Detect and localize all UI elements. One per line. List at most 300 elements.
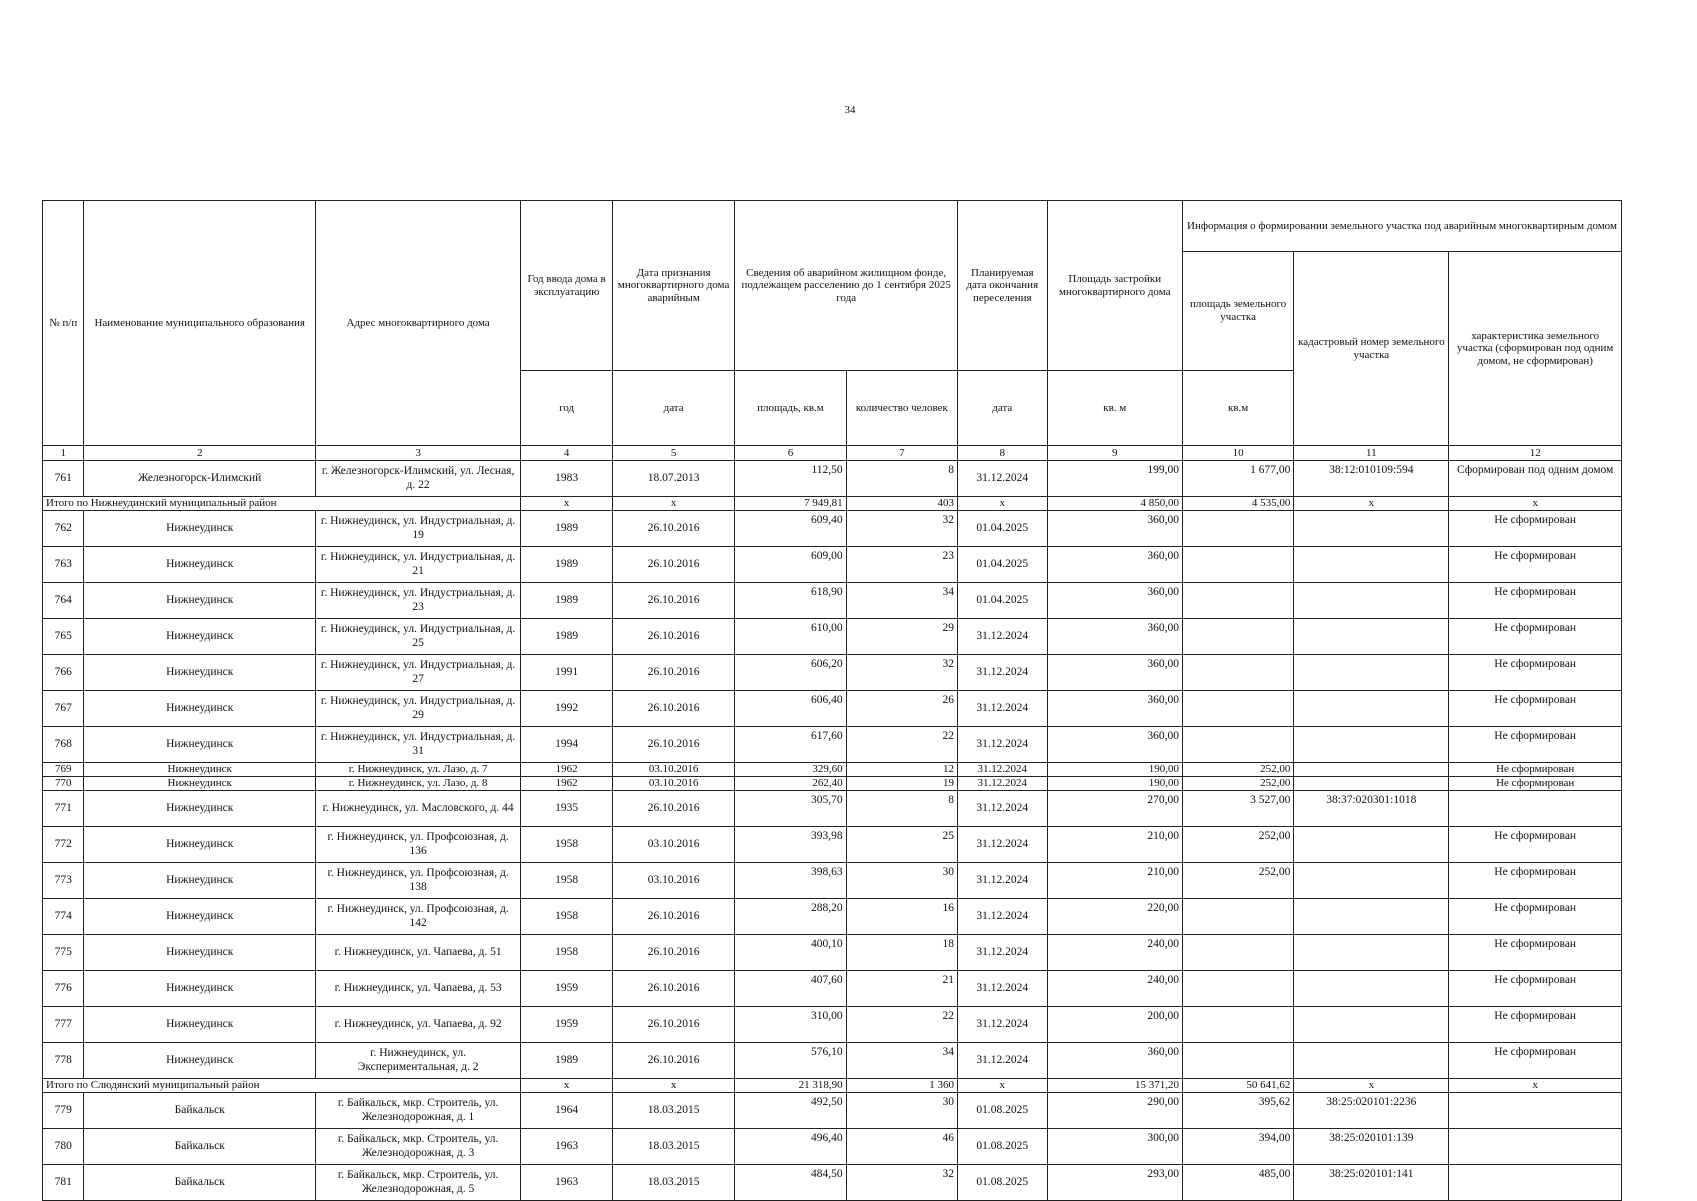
land-area-cell xyxy=(1182,691,1293,727)
characteristic-cell: Не сформирован xyxy=(1449,655,1622,691)
municipality-cell: Нижнеудинск xyxy=(84,583,315,619)
year-cell: 1991 xyxy=(521,655,613,691)
people-cell: 12 xyxy=(846,763,957,777)
planned-date-cell: 31.12.2024 xyxy=(958,899,1048,935)
address-cell: г. Нижнеудинск, ул. Профсоюзная, д. 142 xyxy=(315,899,520,935)
building-area-cell: 15 371,20 xyxy=(1047,1079,1182,1093)
row-number-cell: 779 xyxy=(43,1093,84,1129)
land-area-cell xyxy=(1182,547,1293,583)
row-number-cell: 780 xyxy=(43,1129,84,1165)
column-numbers-row xyxy=(43,446,1622,461)
row-number-cell: 774 xyxy=(43,899,84,935)
land-area-cell: 485,00 xyxy=(1182,1165,1293,1201)
address-cell: г. Нижнеудинск, ул. Профсоюзная, д. 138 xyxy=(315,863,520,899)
cadastral-cell xyxy=(1294,899,1449,935)
municipality-cell: Байкальск xyxy=(84,1129,315,1165)
address-cell: г. Нижнеудинск, ул. Индустриальная, д. 27 xyxy=(315,655,520,691)
header-characteristic: характеристика земельного участка (сформирован под одним домом, не сформирован) xyxy=(1449,252,1622,446)
characteristic-cell: Не сформирован xyxy=(1449,777,1622,791)
column-number: 1 xyxy=(43,446,84,461)
row-number-cell: 776 xyxy=(43,971,84,1007)
row-number-cell: 766 xyxy=(43,655,84,691)
people-cell: 18 xyxy=(846,935,957,971)
cadastral-cell xyxy=(1294,971,1449,1007)
table-row xyxy=(43,619,1622,655)
characteristic-cell: Не сформирован xyxy=(1449,899,1622,935)
land-area-cell xyxy=(1182,511,1293,547)
planned-date-cell: 31.12.2024 xyxy=(958,461,1048,497)
municipality-cell: Нижнеудинск xyxy=(84,547,315,583)
table-row xyxy=(43,1165,1622,1201)
header-land-info: Информация о формировании земельного участка под аварийным многоквартирным домом xyxy=(1182,201,1621,252)
municipality-cell: Нижнеудинск xyxy=(84,727,315,763)
total-row xyxy=(43,1079,1622,1093)
municipality-cell: Нижнеудинск xyxy=(84,691,315,727)
recognition-date-cell: 18.03.2015 xyxy=(612,1129,734,1165)
year-cell: 1989 xyxy=(521,583,613,619)
characteristic-cell: Не сформирован xyxy=(1449,935,1622,971)
municipality-cell: Нижнеудинск xyxy=(84,763,315,777)
address-cell: г. Нижнеудинск, ул. Чапаева, д. 92 xyxy=(315,1007,520,1043)
recognition-date-cell: 26.10.2016 xyxy=(612,899,734,935)
recognition-date-cell: 26.10.2016 xyxy=(612,619,734,655)
fund-area-cell: 112,50 xyxy=(735,461,846,497)
planned-date-cell: 31.12.2024 xyxy=(958,655,1048,691)
people-cell: 34 xyxy=(846,1043,957,1079)
row-number-cell: 771 xyxy=(43,791,84,827)
fund-area-cell: 617,60 xyxy=(735,727,846,763)
address-cell: г. Нижнеудинск, ул. Индустриальная, д. 29 xyxy=(315,691,520,727)
fund-area-cell: 609,00 xyxy=(735,547,846,583)
characteristic-cell: Не сформирован xyxy=(1449,619,1622,655)
year-cell: 1989 xyxy=(521,1043,613,1079)
table-row xyxy=(43,461,1622,497)
cadastral-cell xyxy=(1294,827,1449,863)
cadastral-cell xyxy=(1294,863,1449,899)
cadastral-cell xyxy=(1294,583,1449,619)
recognition-date-cell: 03.10.2016 xyxy=(612,763,734,777)
municipality-cell: Нижнеудинск xyxy=(84,777,315,791)
recognition-date-cell: х xyxy=(612,497,734,511)
land-area-cell xyxy=(1182,583,1293,619)
recognition-date-cell: 26.10.2016 xyxy=(612,583,734,619)
unit-land-area: кв.м xyxy=(1182,371,1293,446)
fund-area-cell: 21 318,90 xyxy=(735,1079,846,1093)
municipality-cell: Нижнеудинск xyxy=(84,863,315,899)
row-number-cell: 762 xyxy=(43,511,84,547)
row-number-cell: 772 xyxy=(43,827,84,863)
address-cell: г. Нижнеудинск, ул. Экспериментальная, д. 2 xyxy=(315,1043,520,1079)
characteristic-cell: Не сформирован xyxy=(1449,827,1622,863)
column-number: 5 xyxy=(612,446,734,461)
building-area-cell: 360,00 xyxy=(1047,583,1182,619)
land-area-cell: 252,00 xyxy=(1182,763,1293,777)
characteristic-cell: Не сформирован xyxy=(1449,727,1622,763)
land-area-cell: 252,00 xyxy=(1182,827,1293,863)
table-row xyxy=(43,1129,1622,1165)
planned-date-cell: х xyxy=(958,1079,1048,1093)
address-cell: г. Нижнеудинск, ул. Лазо, д. 7 xyxy=(315,763,520,777)
address-cell: г. Нижнеудинск, ул. Профсоюзная, д. 136 xyxy=(315,827,520,863)
characteristic-cell xyxy=(1449,791,1622,827)
people-cell: 1 360 xyxy=(846,1079,957,1093)
recognition-date-cell: 26.10.2016 xyxy=(612,655,734,691)
year-cell: 1964 xyxy=(521,1093,613,1129)
cadastral-cell: х xyxy=(1294,1079,1449,1093)
table-row xyxy=(43,1007,1622,1043)
people-cell: 34 xyxy=(846,583,957,619)
recognition-date-cell: 18.03.2015 xyxy=(612,1165,734,1201)
year-cell: 1983 xyxy=(521,461,613,497)
table-row xyxy=(43,655,1622,691)
column-number: 9 xyxy=(1047,446,1182,461)
planned-date-cell: 31.12.2024 xyxy=(958,619,1048,655)
cadastral-cell xyxy=(1294,655,1449,691)
recognition-date-cell: 18.07.2013 xyxy=(612,461,734,497)
land-area-cell: 1 677,00 xyxy=(1182,461,1293,497)
planned-date-cell: 31.12.2024 xyxy=(958,1007,1048,1043)
cadastral-cell xyxy=(1294,763,1449,777)
unit-area: площадь, кв.м xyxy=(735,371,846,446)
header-municipality: Наименование муниципального образования xyxy=(84,201,315,446)
cadastral-cell xyxy=(1294,691,1449,727)
table-row xyxy=(43,547,1622,583)
land-area-cell xyxy=(1182,1007,1293,1043)
recognition-date-cell: 03.10.2016 xyxy=(612,777,734,791)
column-number: 6 xyxy=(735,446,846,461)
recognition-date-cell: 03.10.2016 xyxy=(612,863,734,899)
building-area-cell: 270,00 xyxy=(1047,791,1182,827)
table-row xyxy=(43,1093,1622,1129)
planned-date-cell: 01.04.2025 xyxy=(958,511,1048,547)
characteristic-cell: Не сформирован xyxy=(1449,863,1622,899)
cadastral-cell: 38:25:020101:139 xyxy=(1294,1129,1449,1165)
building-area-cell: 360,00 xyxy=(1047,547,1182,583)
fund-area-cell: 310,00 xyxy=(735,1007,846,1043)
characteristic-cell: Не сформирован xyxy=(1449,583,1622,619)
municipality-cell: Байкальск xyxy=(84,1093,315,1129)
fund-area-cell: 492,50 xyxy=(735,1093,846,1129)
address-cell: г. Нижнеудинск, ул. Индустриальная, д. 25 xyxy=(315,619,520,655)
address-cell: г. Байкальск, мкр. Строитель, ул. Железнодорожная, д. 1 xyxy=(315,1093,520,1129)
land-area-cell: 252,00 xyxy=(1182,863,1293,899)
cadastral-cell xyxy=(1294,935,1449,971)
recognition-date-cell: 26.10.2016 xyxy=(612,1007,734,1043)
address-cell: г. Железногорск-Илимский, ул. Лесная, д. 22 xyxy=(315,461,520,497)
row-number-cell: 770 xyxy=(43,777,84,791)
characteristic-cell xyxy=(1449,1165,1622,1201)
planned-date-cell: 01.08.2025 xyxy=(958,1093,1048,1129)
planned-date-cell: 31.12.2024 xyxy=(958,863,1048,899)
unit-year: год xyxy=(521,371,613,446)
planned-date-cell: 01.08.2025 xyxy=(958,1165,1048,1201)
land-area-cell xyxy=(1182,619,1293,655)
land-area-cell: 394,00 xyxy=(1182,1129,1293,1165)
cadastral-cell xyxy=(1294,1007,1449,1043)
fund-area-cell: 400,10 xyxy=(735,935,846,971)
land-area-cell xyxy=(1182,971,1293,1007)
building-area-cell: 210,00 xyxy=(1047,827,1182,863)
recognition-date-cell: 26.10.2016 xyxy=(612,547,734,583)
planned-date-cell: х xyxy=(958,497,1048,511)
land-area-cell xyxy=(1182,935,1293,971)
planned-date-cell: 31.12.2024 xyxy=(958,763,1048,777)
characteristic-cell: Не сформирован xyxy=(1449,511,1622,547)
fund-area-cell: 618,90 xyxy=(735,583,846,619)
year-cell: 1958 xyxy=(521,827,613,863)
column-number: 3 xyxy=(315,446,520,461)
unit-people: количество человек xyxy=(846,371,957,446)
fund-area-cell: 305,70 xyxy=(735,791,846,827)
column-number: 7 xyxy=(846,446,957,461)
column-number: 4 xyxy=(521,446,613,461)
municipality-cell: Железногорск-Илимский xyxy=(84,461,315,497)
municipality-cell: Нижнеудинск xyxy=(84,511,315,547)
column-number: 10 xyxy=(1182,446,1293,461)
year-cell: 1958 xyxy=(521,899,613,935)
year-cell: 1959 xyxy=(521,1007,613,1043)
recognition-date-cell: 03.10.2016 xyxy=(612,827,734,863)
year-cell: х xyxy=(521,497,613,511)
recognition-date-cell: 26.10.2016 xyxy=(612,691,734,727)
row-number-cell: 775 xyxy=(43,935,84,971)
fund-area-cell: 398,63 xyxy=(735,863,846,899)
planned-date-cell: 31.12.2024 xyxy=(958,971,1048,1007)
year-cell: х xyxy=(521,1079,613,1093)
header-recognition-date: Дата признания многоквартирного дома аварийным xyxy=(612,201,734,371)
characteristic-cell: Не сформирован xyxy=(1449,547,1622,583)
table-row xyxy=(43,763,1622,777)
planned-date-cell: 31.12.2024 xyxy=(958,727,1048,763)
people-cell: 29 xyxy=(846,619,957,655)
building-area-cell: 290,00 xyxy=(1047,1093,1182,1129)
cadastral-cell: х xyxy=(1294,497,1449,511)
planned-date-cell: 31.12.2024 xyxy=(958,777,1048,791)
fund-area-cell: 610,00 xyxy=(735,619,846,655)
planned-date-cell: 01.04.2025 xyxy=(958,547,1048,583)
cadastral-cell xyxy=(1294,1043,1449,1079)
address-cell: г. Байкальск, мкр. Строитель, ул. Железнодорожная, д. 5 xyxy=(315,1165,520,1201)
address-cell: г. Нижнеудинск, ул. Лазо, д. 8 xyxy=(315,777,520,791)
building-area-cell: 4 850,00 xyxy=(1047,497,1182,511)
unit-date: дата xyxy=(612,371,734,446)
fund-area-cell: 484,50 xyxy=(735,1165,846,1201)
header-planned-date: Планируемая дата окончания переселения xyxy=(958,201,1048,371)
row-number-cell: 763 xyxy=(43,547,84,583)
building-area-cell: 300,00 xyxy=(1047,1129,1182,1165)
municipality-cell: Нижнеудинск xyxy=(84,935,315,971)
table-row xyxy=(43,863,1622,899)
row-number-cell: 765 xyxy=(43,619,84,655)
cadastral-cell xyxy=(1294,547,1449,583)
building-area-cell: 360,00 xyxy=(1047,511,1182,547)
building-area-cell: 199,00 xyxy=(1047,461,1182,497)
table-row xyxy=(43,777,1622,791)
row-number-cell: 777 xyxy=(43,1007,84,1043)
planned-date-cell: 01.04.2025 xyxy=(958,583,1048,619)
recognition-date-cell: х xyxy=(612,1079,734,1093)
people-cell: 22 xyxy=(846,727,957,763)
row-number-cell: 781 xyxy=(43,1165,84,1201)
table-row xyxy=(43,827,1622,863)
recognition-date-cell: 26.10.2016 xyxy=(612,511,734,547)
year-cell: 1959 xyxy=(521,971,613,1007)
table-row xyxy=(43,583,1622,619)
row-number-cell: 778 xyxy=(43,1043,84,1079)
total-label: Итого по Нижнеудинский муниципальный район xyxy=(43,497,521,511)
planned-date-cell: 31.12.2024 xyxy=(958,791,1048,827)
fund-area-cell: 262,40 xyxy=(735,777,846,791)
characteristic-cell: Сформирован под одним домом xyxy=(1449,461,1622,497)
header-num: № п/п xyxy=(43,201,84,446)
header-year: Год ввода дома в эксплуатацию xyxy=(521,201,613,371)
people-cell: 16 xyxy=(846,899,957,935)
people-cell: 30 xyxy=(846,863,957,899)
fund-area-cell: 496,40 xyxy=(735,1129,846,1165)
municipality-cell: Байкальск xyxy=(84,1165,315,1201)
row-number-cell: 768 xyxy=(43,727,84,763)
unit-planned: дата xyxy=(958,371,1048,446)
table-row xyxy=(43,935,1622,971)
fund-area-cell: 393,98 xyxy=(735,827,846,863)
people-cell: 8 xyxy=(846,461,957,497)
fund-area-cell: 609,40 xyxy=(735,511,846,547)
cadastral-cell: 38:37:020301:1018 xyxy=(1294,791,1449,827)
people-cell: 21 xyxy=(846,971,957,1007)
characteristic-cell: Не сформирован xyxy=(1449,971,1622,1007)
municipality-cell: Нижнеудинск xyxy=(84,655,315,691)
fund-area-cell: 329,60 xyxy=(735,763,846,777)
planned-date-cell: 31.12.2024 xyxy=(958,827,1048,863)
row-number-cell: 773 xyxy=(43,863,84,899)
people-cell: 19 xyxy=(846,777,957,791)
cadastral-cell: 38:12:010109:594 xyxy=(1294,461,1449,497)
table-row xyxy=(43,971,1622,1007)
characteristic-cell: х xyxy=(1449,1079,1622,1093)
land-area-cell: 4 535,00 xyxy=(1182,497,1293,511)
fund-area-cell: 606,40 xyxy=(735,691,846,727)
recognition-date-cell: 26.10.2016 xyxy=(612,1043,734,1079)
building-area-cell: 360,00 xyxy=(1047,1043,1182,1079)
recognition-date-cell: 26.10.2016 xyxy=(612,971,734,1007)
unit-building-area: кв. м xyxy=(1047,371,1182,446)
characteristic-cell xyxy=(1449,1093,1622,1129)
characteristic-cell: Не сформирован xyxy=(1449,1007,1622,1043)
address-cell: г. Нижнеудинск, ул. Индустриальная, д. 21 xyxy=(315,547,520,583)
row-number-cell: 761 xyxy=(43,461,84,497)
people-cell: 30 xyxy=(846,1093,957,1129)
characteristic-cell: Не сформирован xyxy=(1449,691,1622,727)
cadastral-cell xyxy=(1294,727,1449,763)
table-row xyxy=(43,1043,1622,1079)
table-row xyxy=(43,899,1622,935)
people-cell: 22 xyxy=(846,1007,957,1043)
column-number: 8 xyxy=(958,446,1048,461)
cadastral-cell xyxy=(1294,511,1449,547)
planned-date-cell: 31.12.2024 xyxy=(958,1043,1048,1079)
header-cadastral: кадастровый номер земельного участка xyxy=(1294,252,1449,446)
header-fund: Сведения об аварийном жилищном фонде, подлежащем расселению до 1 сентября 2025 года xyxy=(735,201,958,371)
address-cell: г. Нижнеудинск, ул. Чапаева, д. 51 xyxy=(315,935,520,971)
emergency-housing-table xyxy=(42,200,1622,1201)
people-cell: 8 xyxy=(846,791,957,827)
land-area-cell: 395,62 xyxy=(1182,1093,1293,1129)
year-cell: 1994 xyxy=(521,727,613,763)
address-cell: г. Байкальск, мкр. Строитель, ул. Железнодорожная, д. 3 xyxy=(315,1129,520,1165)
fund-area-cell: 576,10 xyxy=(735,1043,846,1079)
address-cell: г. Нижнеудинск, ул. Индустриальная, д. 23 xyxy=(315,583,520,619)
address-cell: г. Нижнеудинск, ул. Индустриальная, д. 19 xyxy=(315,511,520,547)
recognition-date-cell: 26.10.2016 xyxy=(612,791,734,827)
characteristic-cell: Не сформирован xyxy=(1449,763,1622,777)
municipality-cell: Нижнеудинск xyxy=(84,899,315,935)
recognition-date-cell: 18.03.2015 xyxy=(612,1093,734,1129)
column-number: 11 xyxy=(1294,446,1449,461)
building-area-cell: 360,00 xyxy=(1047,727,1182,763)
municipality-cell: Нижнеудинск xyxy=(84,827,315,863)
municipality-cell: Нижнеудинск xyxy=(84,1007,315,1043)
fund-area-cell: 7 949,81 xyxy=(735,497,846,511)
total-row xyxy=(43,497,1622,511)
land-area-cell: 3 527,00 xyxy=(1182,791,1293,827)
total-label: Итого по Слюдянский муниципальный район xyxy=(43,1079,521,1093)
municipality-cell: Нижнеудинск xyxy=(84,619,315,655)
fund-area-cell: 606,20 xyxy=(735,655,846,691)
table-header xyxy=(43,201,1622,461)
fund-area-cell: 288,20 xyxy=(735,899,846,935)
column-number: 12 xyxy=(1449,446,1622,461)
year-cell: 1989 xyxy=(521,511,613,547)
row-number-cell: 769 xyxy=(43,763,84,777)
municipality-cell: Нижнеудинск xyxy=(84,971,315,1007)
year-cell: 1962 xyxy=(521,777,613,791)
address-cell: г. Нижнеудинск, ул. Масловского, д. 44 xyxy=(315,791,520,827)
fund-area-cell: 407,60 xyxy=(735,971,846,1007)
land-area-cell xyxy=(1182,1043,1293,1079)
table-row xyxy=(43,791,1622,827)
year-cell: 1989 xyxy=(521,547,613,583)
building-area-cell: 190,00 xyxy=(1047,763,1182,777)
land-area-cell xyxy=(1182,899,1293,935)
people-cell: 25 xyxy=(846,827,957,863)
people-cell: 32 xyxy=(846,655,957,691)
year-cell: 1992 xyxy=(521,691,613,727)
municipality-cell: Нижнеудинск xyxy=(84,1043,315,1079)
planned-date-cell: 31.12.2024 xyxy=(958,935,1048,971)
planned-date-cell: 01.08.2025 xyxy=(958,1129,1048,1165)
land-area-cell xyxy=(1182,727,1293,763)
people-cell: 46 xyxy=(846,1129,957,1165)
cadastral-cell: 38:25:020101:141 xyxy=(1294,1165,1449,1201)
building-area-cell: 360,00 xyxy=(1047,691,1182,727)
row-number-cell: 764 xyxy=(43,583,84,619)
land-area-cell: 252,00 xyxy=(1182,777,1293,791)
people-cell: 26 xyxy=(846,691,957,727)
building-area-cell: 240,00 xyxy=(1047,971,1182,1007)
year-cell: 1963 xyxy=(521,1165,613,1201)
column-number: 2 xyxy=(84,446,315,461)
year-cell: 1958 xyxy=(521,863,613,899)
characteristic-cell xyxy=(1449,1129,1622,1165)
header-address: Адрес многоквартирного дома xyxy=(315,201,520,446)
building-area-cell: 360,00 xyxy=(1047,619,1182,655)
building-area-cell: 360,00 xyxy=(1047,655,1182,691)
people-cell: 32 xyxy=(846,511,957,547)
cadastral-cell xyxy=(1294,777,1449,791)
municipality-cell: Нижнеудинск xyxy=(84,791,315,827)
address-cell: г. Нижнеудинск, ул. Чапаева, д. 53 xyxy=(315,971,520,1007)
building-area-cell: 240,00 xyxy=(1047,935,1182,971)
